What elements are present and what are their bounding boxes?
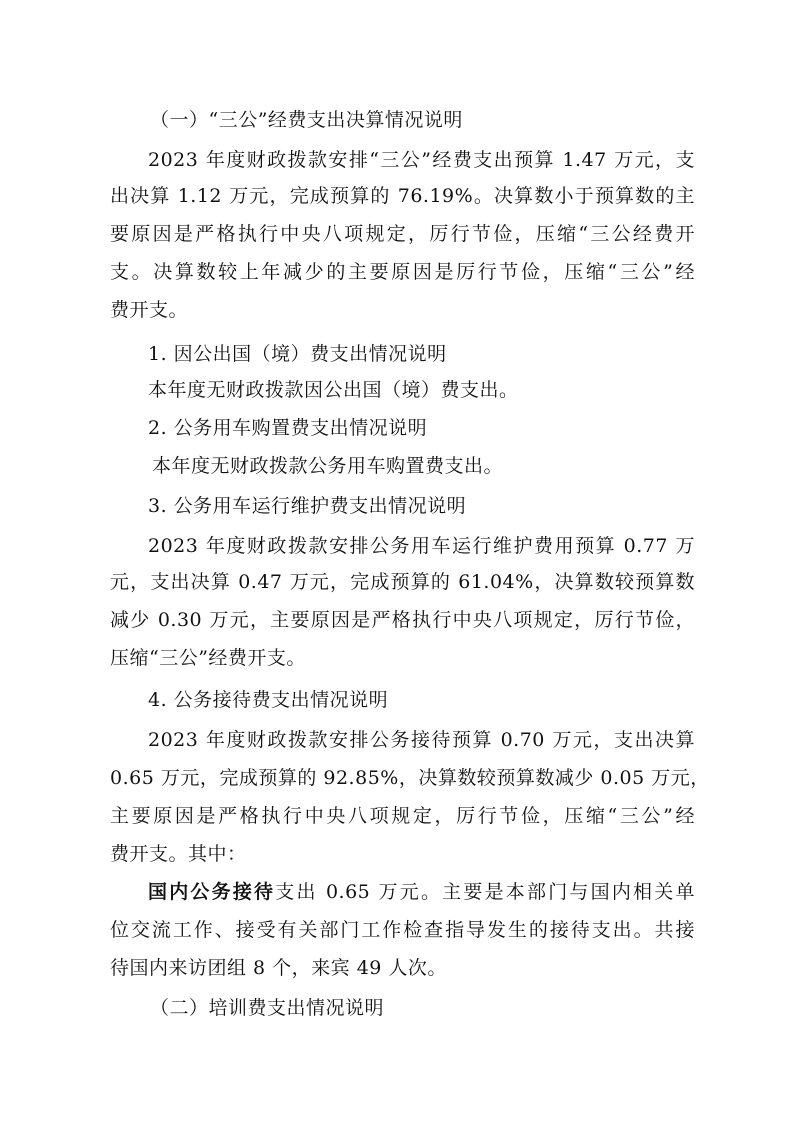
domestic-reception-text: 支出 0.65 万元。主要是本部门与国内相关单 — [275, 881, 695, 903]
paragraph-line: 2023 年度财政拨款安排公务接待预算 0.70 万元，支出决算 — [148, 729, 695, 751]
section-heading-training: （二）培训费支出情况说明 — [150, 997, 385, 1019]
paragraph-line: 2023 年度财政拨款安排公务用车运行维护费用预算 0.77 万 — [148, 535, 695, 557]
paragraph-line: 0.65 万元，完成预算的 92.85%，决算数较预算数减少 0.05 万元， — [110, 767, 710, 789]
paragraph-line: 元，支出决算 0.47 万元，完成预算的 61.04%，决算数较预算数 — [110, 571, 695, 593]
paragraph-line: 费开支。其中： — [110, 843, 247, 865]
paragraph-line: 2023 年度财政拨款安排“三公”经费支出预算 1.47 万元，支 — [148, 149, 695, 171]
paragraph-line: 主要原因是严格执行中央八项规定，厉行节俭，压缩“三公”经 — [110, 805, 695, 827]
item-heading-overseas: 1. 因公出国（境）费支出情况说明 — [148, 343, 447, 365]
paragraph-line: 出决算 1.12 万元，完成预算的 76.19%。决算数小于预算数的主 — [110, 185, 695, 207]
paragraph-line: 位交流工作、接受有关部门工作检查指导发生的接待支出。共接 — [110, 919, 695, 941]
item-heading-vehicle-purchase: 2. 公务用车购置费支出情况说明 — [148, 417, 428, 439]
paragraph-line: 要原因是严格执行中央八项规定，厉行节俭，压缩“三公经费开 — [110, 223, 695, 245]
item-text-vehicle-purchase: 本年度无财政拨款公务用车购置费支出。 — [152, 455, 504, 477]
paragraph-line: 费开支。 — [110, 299, 189, 321]
paragraph-line-domestic-reception — [148, 880, 695, 904]
item-heading-reception: 4. 公务接待费支出情况说明 — [148, 689, 389, 711]
paragraph-line: 待国内来访团组 8 个，来宾 49 人次。 — [110, 957, 447, 979]
item-heading-vehicle-operation: 3. 公务用车运行维护费支出情况说明 — [148, 495, 467, 517]
item-text-overseas: 本年度无财政拨款因公出国（境）费支出。 — [148, 379, 519, 401]
paragraph-line: 支。决算数较上年减少的主要原因是厉行节俭，压缩“三公”经 — [110, 261, 695, 283]
domestic-reception-label: 国内公务接待 — [148, 881, 276, 903]
paragraph-line: 减少 0.30 万元，主要原因是严格执行中央八项规定，厉行节俭， — [110, 609, 695, 631]
paragraph-line: 压缩“三公”经费开支。 — [110, 647, 306, 669]
section-heading-three-public: （一）“三公”经费支出决算情况说明 — [150, 109, 463, 131]
